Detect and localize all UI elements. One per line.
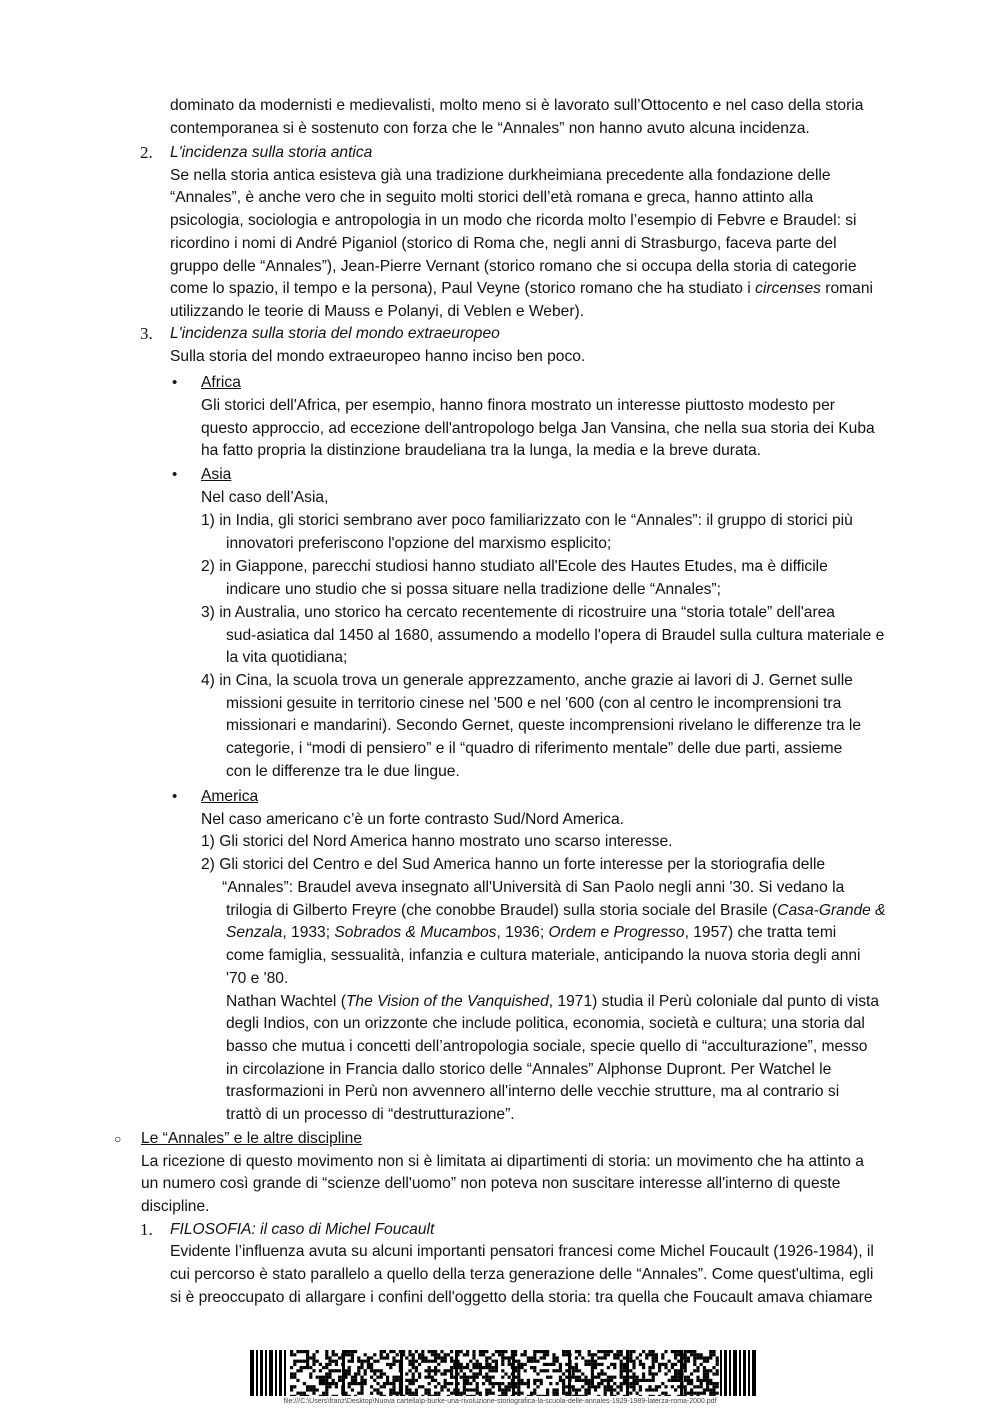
text-run: 1) in India, gli storici sembrano aver poco familiarizzato con le “Annales”: il gruppo di storici più: [201, 512, 853, 529]
text-line: [201, 809, 624, 831]
text-run: missionari e mandarini). Secondo Gernet, queste incomprensioni rivelano le differenze tra le: [226, 717, 862, 734]
text-line: [226, 761, 460, 783]
text-run: Nel caso americano c’è un forte contrasto Sud/Nord America.: [201, 811, 624, 828]
text-run: come lo spazio, il tempo e la persona), Paul Veyne (storico romano che ha studiato i: [170, 280, 756, 297]
italic-text: circenses: [755, 280, 821, 297]
text-line: [226, 1104, 515, 1126]
text-line: [201, 418, 875, 440]
text-run: in circolazione in Francia dallo storico delle “Annales” Alphonse Dupront. Per Watchel le: [226, 1061, 832, 1078]
text-run: utilizzando le teorie di Mauss e Polanyi, di Veblen e Weber).: [170, 303, 585, 320]
text-run: 2) in Giappone, parecchi studiosi hanno studiato all'Ecole des Hautes Etudes, ma è difficile: [201, 558, 828, 575]
text-line: [201, 786, 258, 808]
text-run: contemporanea si è sostenuto con forza che le “Annales” non hanno avuto alcuna incidenza.: [170, 120, 810, 137]
text-run: , 1957) che tratta temi: [684, 924, 837, 941]
text-line: [201, 831, 672, 853]
text-line: [201, 372, 241, 394]
text-line: [170, 1219, 434, 1241]
text-run: Nathan Wachtel (: [226, 993, 346, 1010]
text-line: [226, 1059, 831, 1081]
italic-text: FILOSOFIA: il caso di Michel Foucault: [170, 1221, 435, 1238]
italic-text: The Vision of the Vanquished: [345, 993, 549, 1010]
text-line: [141, 1173, 840, 1195]
underlined-heading: Africa: [201, 374, 241, 391]
text-run: categorie, i “modi di pensiero” e il “quadro di riferimento mentale” delle due parti, assieme: [226, 740, 843, 757]
text-line: [141, 1151, 864, 1173]
italic-text: Senzala: [226, 924, 283, 941]
bullet-marker: •: [172, 374, 178, 391]
text-line: [170, 187, 813, 209]
bullet-marker: •: [172, 788, 178, 805]
text-run: questo approccio, ad eccezione dell'antropologo belga Jan Vansina, che nella sua storia dei Kuba: [201, 420, 875, 437]
underlined-heading: Asia: [201, 466, 232, 483]
text-run: degli Indios, con un orizzonte che include politica, economia, società e cultura; una storia dal: [226, 1015, 865, 1032]
footer-file-path: file:///C:\Users\franz\Desktop\Nuova cartella\p-burke-una-rivoluzione-storiografica-la-scuola-delle-annales-1929-1989-laterza-roma-2000.pdf: [283, 1398, 717, 1405]
text-line: [222, 877, 844, 899]
text-line: [170, 233, 837, 255]
text-run: 2) Gli storici del Centro e del Sud America hanno un forte interesse per la storiografia delle: [201, 856, 826, 873]
text-run: trasformazioni in Perù non avvennero all'interno delle vecchie strutture, ma al contrario si: [226, 1083, 840, 1100]
italic-text: Sobrados & Mucambos: [334, 924, 497, 941]
text-line: [201, 854, 825, 876]
text-run: innovatori preferiscono l'opzione del marxismo esplicito;: [226, 535, 612, 552]
text-run: “Annales”, è anche vero che in seguito molti storici dell’età romana e greca, hanno attinto alla: [170, 189, 814, 206]
text-run: Nel caso dell’Asia,: [201, 489, 329, 506]
italic-text: Casa-Grande &: [777, 902, 886, 919]
text-line: [201, 670, 853, 692]
text-line: [226, 579, 721, 601]
text-run: 1) Gli storici del Nord America hanno mostrato uno scarso interesse.: [201, 833, 673, 850]
text-run: , 1936;: [496, 924, 549, 941]
text-line: [226, 968, 288, 990]
text-line: [226, 715, 861, 737]
circle-bullet-marker: ○: [114, 1132, 122, 1146]
text-run: si è preoccupato di allargare i confini dell'oggetto della storia: tra quella che Foucault amava chiamare: [170, 1289, 873, 1306]
text-line: [170, 95, 863, 117]
text-line: [226, 625, 884, 647]
text-line: [226, 738, 842, 760]
text-run: con le differenze tra le due lingue.: [226, 763, 460, 780]
text-run: gruppo delle “Annales”), Jean-Pierre Vernant (storico romano che si occupa della storia di categorie: [170, 258, 857, 275]
text-line: [141, 1128, 362, 1150]
text-line: [170, 346, 585, 368]
text-run: '70 e '80.: [226, 970, 289, 987]
text-run: la vita quotidiana;: [226, 649, 348, 666]
text-line: [170, 1287, 873, 1309]
text-line: [226, 991, 879, 1013]
text-run: ha fatto propria la distinzione braudeliana tra la lunga, la media e la breve durata.: [201, 442, 761, 459]
text-run: Evidente l’influenza avuta su alcuni importanti pensatori francesi come Michel Foucault (1926-1984), il: [170, 1243, 874, 1260]
text-run: romani: [820, 280, 873, 297]
text-line: [201, 510, 853, 532]
text-run: , 1933;: [282, 924, 335, 941]
text-run: un numero così grande di “scienze dell'uomo” non poteva non suscitare interesse all'interno di queste: [141, 1175, 841, 1192]
text-line: [170, 323, 500, 345]
text-run: psicologia, sociologia e antropologia in un modo che ricorda molto l’esempio di Febvre e Braudel: si: [170, 212, 857, 229]
text-line: [226, 945, 861, 967]
text-line: [201, 487, 328, 509]
text-run: discipline.: [141, 1198, 210, 1215]
text-run: ricordino i nomi di André Piganiol (storico di Roma che, negli anni di Strasburgo, faceva parte del: [170, 235, 837, 252]
text-run: dominato da modernisti e medievalisti, molto meno si è lavorato sull’Ottocento e nel caso della storia: [170, 97, 864, 114]
text-line: [201, 395, 835, 417]
list-number: 3.: [140, 324, 153, 343]
text-run: indicare uno studio che si possa situare nella tradizione delle “Annales”;: [226, 581, 721, 598]
text-run: Gli storici dell'Africa, per esempio, hanno finora mostrato un interesse piuttosto modesto per: [201, 397, 835, 414]
text-line: [226, 533, 611, 555]
text-line: [226, 922, 836, 944]
bullet-marker: •: [172, 466, 178, 483]
text-run: Sulla storia del mondo extraeuropeo hanno inciso ben poco.: [170, 348, 586, 365]
text-run: missioni gesuite in territorio cinese nel '500 e nel '600 (con al centro le incomprensioni tra: [226, 695, 842, 712]
text-line: [170, 165, 831, 187]
italic-text: Ordem e Progresso: [548, 924, 685, 941]
list-number: 2.: [140, 143, 153, 162]
text-run: basso che mutua i concetti dell’antropologia sociale, specie quello di “acculturazione”, messo: [226, 1038, 868, 1055]
text-line: [170, 1241, 874, 1263]
text-line: [170, 278, 873, 300]
text-run: come famiglia, sessualità, infanzia e cultura materiale, anticipando la nuova storia degli anni: [226, 947, 861, 964]
text-line: [141, 1196, 209, 1218]
italic-text: L'incidenza sulla storia antica: [170, 144, 373, 161]
text-run: 3) in Australia, uno storico ha cercato recentemente di ricostruire una “storia totale” dell'area: [201, 604, 835, 621]
text-line: [226, 693, 841, 715]
text-line: [201, 464, 231, 486]
list-number: 1.: [140, 1220, 153, 1239]
text-run: , 1971) studia il Perù coloniale dal punto di vista: [548, 993, 880, 1010]
text-run: sud-asiatica dal 1450 al 1680, assumendo a modello l'opera di Braudel sulla cultura materiale e: [226, 627, 885, 644]
text-line: [201, 440, 761, 462]
text-line: [201, 602, 835, 624]
text-line: [226, 647, 347, 669]
text-run: trattò di un processo di “destrutturazione”.: [226, 1106, 515, 1123]
text-line: [226, 1013, 865, 1035]
barcode-image: [250, 1350, 756, 1396]
underlined-heading: America: [201, 788, 259, 805]
text-line: [170, 118, 810, 140]
text-line: [201, 556, 828, 578]
text-run: La ricezione di questo movimento non si è limitata ai dipartimenti di storia: un movimento che ha attinto a: [141, 1153, 864, 1170]
text-line: [170, 210, 857, 232]
text-run: “Annales”: Braudel aveva insegnato all'Università di San Paolo negli anni '30. Si vedano la: [222, 879, 845, 896]
italic-text: L'incidenza sulla storia del mondo extraeuropeo: [170, 325, 500, 342]
text-run: cui percorso è stato parallelo a quello della terza generazione delle “Annales”. Come quest'ultima, egli: [170, 1266, 874, 1283]
text-run: 4) in Cina, la scuola trova un generale apprezzamento, anche grazie ai lavori di J. Gernet sulle: [201, 672, 853, 689]
text-run: Se nella storia antica esisteva già una tradizione durkheimiana precedente alla fondazione delle: [170, 167, 831, 184]
text-line: [226, 900, 886, 922]
underlined-heading: Le “Annales” e le altre discipline: [141, 1130, 363, 1147]
text-line: [226, 1081, 839, 1103]
text-line: [170, 1264, 873, 1286]
text-line: [226, 1036, 867, 1058]
text-line: [170, 142, 372, 164]
text-run: trilogia di Gilberto Freyre (che conobbe Braudel) sulla storia sociale del Brasile (: [226, 902, 778, 919]
text-line: [170, 256, 857, 278]
text-line: [170, 301, 584, 323]
